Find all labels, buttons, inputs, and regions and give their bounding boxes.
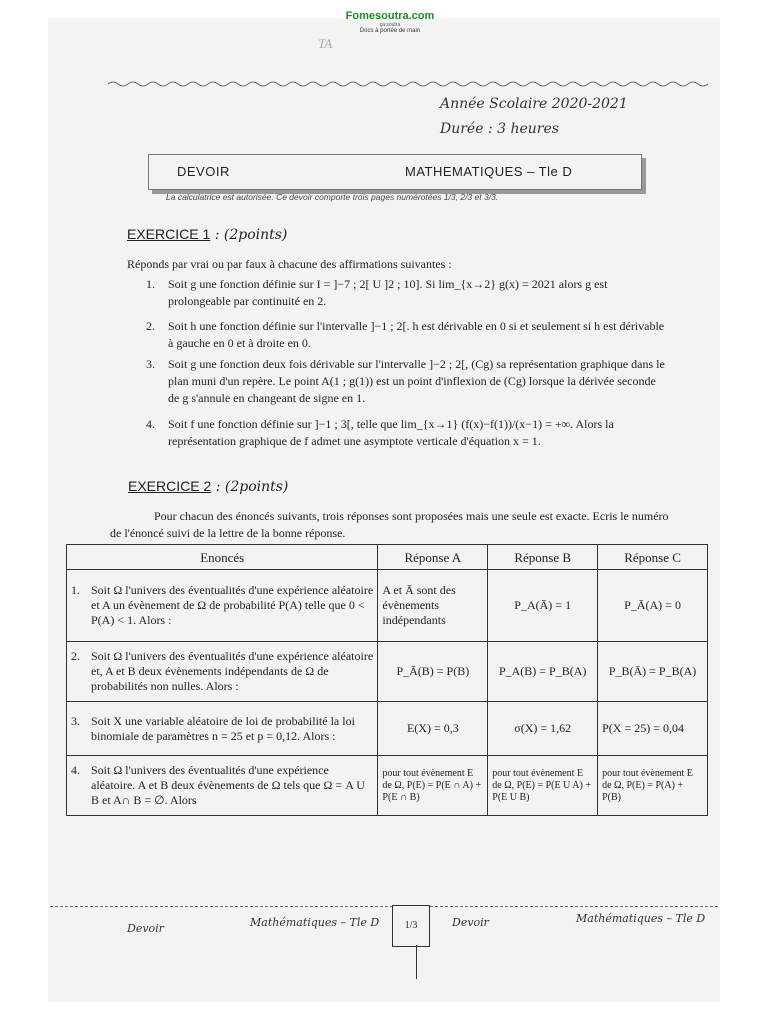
logo-subtitle: Docs à portée de main [359, 28, 421, 34]
answer-c-cell: P_Ā(A) = 0 [598, 570, 708, 642]
exercise-1-heading [127, 226, 287, 243]
enonce-cell [67, 702, 378, 756]
row-number: 3. [71, 713, 80, 728]
enonce-cell [67, 756, 378, 816]
item-number: 2. [146, 319, 155, 333]
row-number: 2. [71, 649, 80, 663]
answer-c-cell: P(X = 25) = 0,04 [598, 702, 708, 756]
handwritten-scribble: TA [318, 36, 333, 51]
exercise-1-title: EXERCICE 1 [127, 226, 211, 242]
footer-right-devoir: Devoir [452, 916, 489, 929]
exercise-1-intro: Réponds par vrai ou par faux à chacune des affirmations suivantes : [127, 257, 452, 271]
item-number: 3. [146, 357, 155, 371]
answer-c-cell: P_B(Ā) = P_B(A) [598, 642, 708, 702]
exercise-2-points: : (2points) [211, 479, 289, 495]
page-number: 1/3 [392, 905, 430, 947]
answer-b-cell: σ(X) = 1,62 [488, 702, 598, 756]
exercise-2-heading [128, 478, 288, 495]
exercise-2-intro: Pour chacun des énoncés suivants, trois réponses sont proposées mais une seule est exacte. Ecris le numéro de l'énoncé suivi de la lettre de la bonne réponse. [110, 509, 669, 540]
table-row [67, 756, 708, 816]
header-reponse-b: Réponse B [488, 545, 598, 570]
header-reponse-c: Réponse C [598, 545, 708, 570]
answer-b-cell: pour tout évènement E de Ω, P(E) = P(E U A) + P(E U B) [488, 756, 598, 816]
exercise-1-points: : (2points) [210, 227, 288, 243]
header-enonces: Enoncés [67, 545, 378, 570]
table-row [67, 702, 708, 756]
table-row [67, 570, 708, 642]
header-reponse-a: Réponse A [378, 545, 488, 570]
footer-left-subject: Mathématiques – Tle D [250, 916, 380, 929]
table-header-row [67, 545, 708, 570]
item-text: Soit h une fonction définie sur l'intervalle ]−1 ; 2[. h est dérivable en 0 si et seulement si h est dérivable à gauche en 0 et à droite en 0. [168, 319, 665, 350]
answer-a-cell: E(X) = 0,3 [378, 702, 488, 756]
item-number: 1. [146, 277, 155, 291]
site-logo[interactable] [330, 10, 450, 34]
logo-brand: Fomesoutra.com [345, 10, 435, 22]
footer-divider [50, 906, 718, 907]
footer-left-devoir: Devoir [127, 922, 164, 935]
item-number: 4. [146, 417, 155, 431]
answer-b-cell: P_A(B) = P_B(A) [488, 642, 598, 702]
enonce-text: Soit X une variable aléatoire de loi de probabilité la loi binomiale de paramètres n = 25 et p = 0,12. Alors : [91, 713, 355, 743]
exercise-2-title: EXERCICE 2 [128, 478, 212, 494]
school-year: Année Scolaire 2020-2021 [440, 96, 628, 112]
answer-b-cell: P_A(Ā) = 1 [488, 570, 598, 642]
item-text: Soit g une fonction deux fois dérivable sur l'intervalle ]−2 ; 2[, (Cg) sa représentation graphique dans le plan muni d'un repère. Le point A(1 ; g(1)) est un point d'inflexion de (Cg) lorsque la dérivée seconde de g s'annule en changeant de signe en 1. [168, 357, 665, 405]
title-box [148, 154, 642, 190]
enonce-text: Soit Ω l'univers des éventualités d'une expérience aléatoire et A un évènement de Ω de probabilité P(A) telle que 0 < P(A) < 1. Alors : [91, 583, 374, 627]
answer-c-cell: pour tout évènement E de Ω, P(E) = P(A) + P(B) [598, 756, 708, 816]
box-label-subject: MATHEMATIQUES – Tle D [405, 164, 573, 179]
enonce-cell [67, 570, 378, 642]
wavy-divider [108, 80, 708, 88]
exam-duration: Durée : 3 heures [440, 121, 559, 137]
answer-a-cell: A et Ā sont des évènements indépendants [378, 570, 488, 642]
logo-tagline: ça soutra [379, 22, 401, 28]
enonce-text: Soit Ω l'univers des éventualités d'une expérience aléatoire. A et B deux évènements de Ω tels que Ω = A U B et A∩ B = ∅. Alors [91, 763, 365, 807]
calculator-note: La calculatrice est autorisée. Ce devoir comporte trois pages numérotées 1/3, 2/3 et 3/3. [166, 192, 499, 202]
item-text: Soit g une fonction définie sur I = ]−7 ; 2[ U ]2 ; 10]. Si lim_{x→2} g(x) = 2021 alors g est prolongeable par continuité en 2. [168, 277, 608, 308]
footer-vertical-line [416, 945, 417, 979]
footer-right-subject: Mathématiques – Tle D [576, 912, 706, 925]
answer-a-cell: pour tout évènement E de Ω, P(E) = P(E ∩ A) + P(E ∩ B) [378, 756, 488, 816]
answer-a-cell: P_Ā(B) = P(B) [378, 642, 488, 702]
item-text: Soit f une fonction définie sur ]−1 ; 3[, telle que lim_{x→1} (f(x)−f(1))/(x−1) = +∞. Alors la représentation graphique de f admet une asymptote verticale d'équation x = 1. [168, 417, 614, 448]
row-number: 1. [71, 583, 80, 597]
qcm-table [66, 544, 708, 816]
row-number: 4. [71, 763, 80, 777]
enonce-text: Soit Ω l'univers des éventualités d'une expérience aléatoire et, A et B deux évènements indépendants de Ω de probabilités non nulles. Alors : [91, 649, 374, 693]
box-label-devoir: DEVOIR [177, 164, 230, 179]
enonce-cell [67, 642, 378, 702]
table-row [67, 642, 708, 702]
